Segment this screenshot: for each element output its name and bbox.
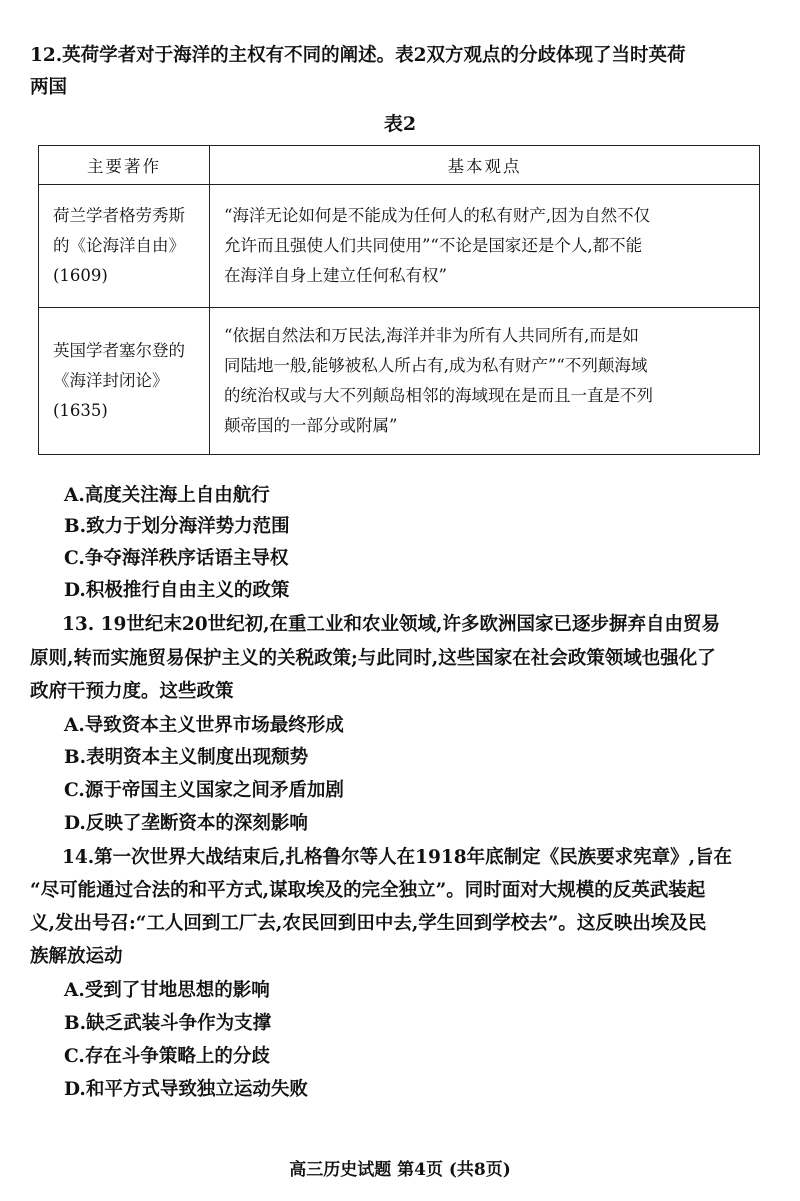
view-cell-selden [210, 308, 760, 455]
q12-stem-line-2: 两国 [30, 77, 68, 98]
q14-stem-line-4: 族解放运动 [30, 946, 123, 967]
q13-stem-line-1: 13. 19世纪末20世纪初,在重工业和农业领域,许多欧洲国家已逐步摒弃自由贸易 [62, 614, 720, 635]
viewpoints-table [38, 145, 760, 455]
work-line: 荷兰学者格劳秀斯 [53, 206, 185, 225]
view-line: “依据自然法和万民法,海洋并非为所有人共同所有,而是如 [224, 326, 639, 345]
view-line: “海洋无论如何是不能成为任何人的私有财产,因为自然不仅 [224, 206, 651, 225]
q12-option-c[interactable]: C.争夺海洋秩序话语主导权 [64, 548, 289, 569]
q13-stem-line-2: 原则,转而实施贸易保护主义的关税政策;与此同时,这些国家在社会政策领域也强化了 [30, 648, 716, 669]
q12-stem-line-1: 12.英荷学者对于海洋的主权有不同的阐述。表2双方观点的分歧体现了当时英荷 [30, 45, 686, 66]
q13-stem-line-3: 政府干预力度。这些政策 [30, 681, 234, 702]
q13-option-b[interactable]: B.表明资本主义制度出现颓势 [64, 747, 309, 768]
q12-option-d[interactable]: D.积极推行自由主义的政策 [64, 580, 290, 601]
q13-option-c[interactable]: C.源于帝国主义国家之间矛盾加剧 [64, 780, 344, 801]
header-basic-views: 基本观点 [210, 146, 760, 185]
view-line: 在海洋自身上建立任何私有权” [224, 266, 447, 285]
table-title: 表2 [383, 113, 417, 135]
view-line: 允许而且强使人们共同使用”“不论是国家还是个人,都不能 [224, 236, 643, 255]
q12-option-a[interactable]: A.高度关注海上自由航行 [64, 485, 270, 506]
view-line: 同陆地一般,能够被私人所占有,成为私有财产”“不列颠海域 [224, 356, 648, 375]
view-line: 的统治权或与大不列颠岛相邻的海域现在是而且一直是不列 [224, 386, 653, 405]
q14-option-c[interactable]: C.存在斗争策略上的分歧 [64, 1046, 270, 1067]
q13-option-d[interactable]: D.反映了垄断资本的深刻影响 [64, 813, 308, 834]
work-cell-grotius [39, 185, 210, 308]
work-line: (1609) [53, 266, 108, 285]
q14-option-b[interactable]: B.缺乏武装斗争作为支撑 [64, 1013, 272, 1034]
work-line: 《海洋封闭论》 [53, 371, 169, 390]
q14-stem-line-2: “尽可能通过合法的和平方式,谋取埃及的完全独立”。同时面对大规模的反英武装起 [30, 880, 706, 901]
q14-stem-line-1: 14.第一次世界大战结束后,扎格鲁尔等人在1918年底制定《民族要求宪章》,旨在 [62, 847, 733, 868]
work-line: 的《论海洋自由》 [53, 236, 185, 255]
page-footer: 高三历史试题 第4页 (共8页) [289, 1160, 511, 1180]
view-line: 颠帝国的一部分或附属” [224, 416, 398, 435]
table-row [39, 185, 760, 308]
q12-option-b[interactable]: B.致力于划分海洋势力范围 [64, 516, 290, 537]
header-main-works: 主要著作 [39, 146, 210, 185]
table-row [39, 308, 760, 455]
work-line: 英国学者塞尔登的 [53, 341, 185, 360]
q14-option-d[interactable]: D.和平方式导致独立运动失败 [64, 1079, 308, 1100]
view-cell-grotius [210, 185, 760, 308]
q13-option-a[interactable]: A.导致资本主义世界市场最终形成 [64, 715, 344, 736]
table-header-row [39, 146, 760, 185]
work-line: (1635) [53, 401, 108, 420]
work-cell-selden [39, 308, 210, 455]
q14-stem-line-3: 义,发出号召:“工人回到工厂去,农民回到田中去,学生回到学校去”。这反映出埃及民 [30, 913, 707, 934]
q14-option-a[interactable]: A.受到了甘地思想的影响 [64, 980, 270, 1001]
